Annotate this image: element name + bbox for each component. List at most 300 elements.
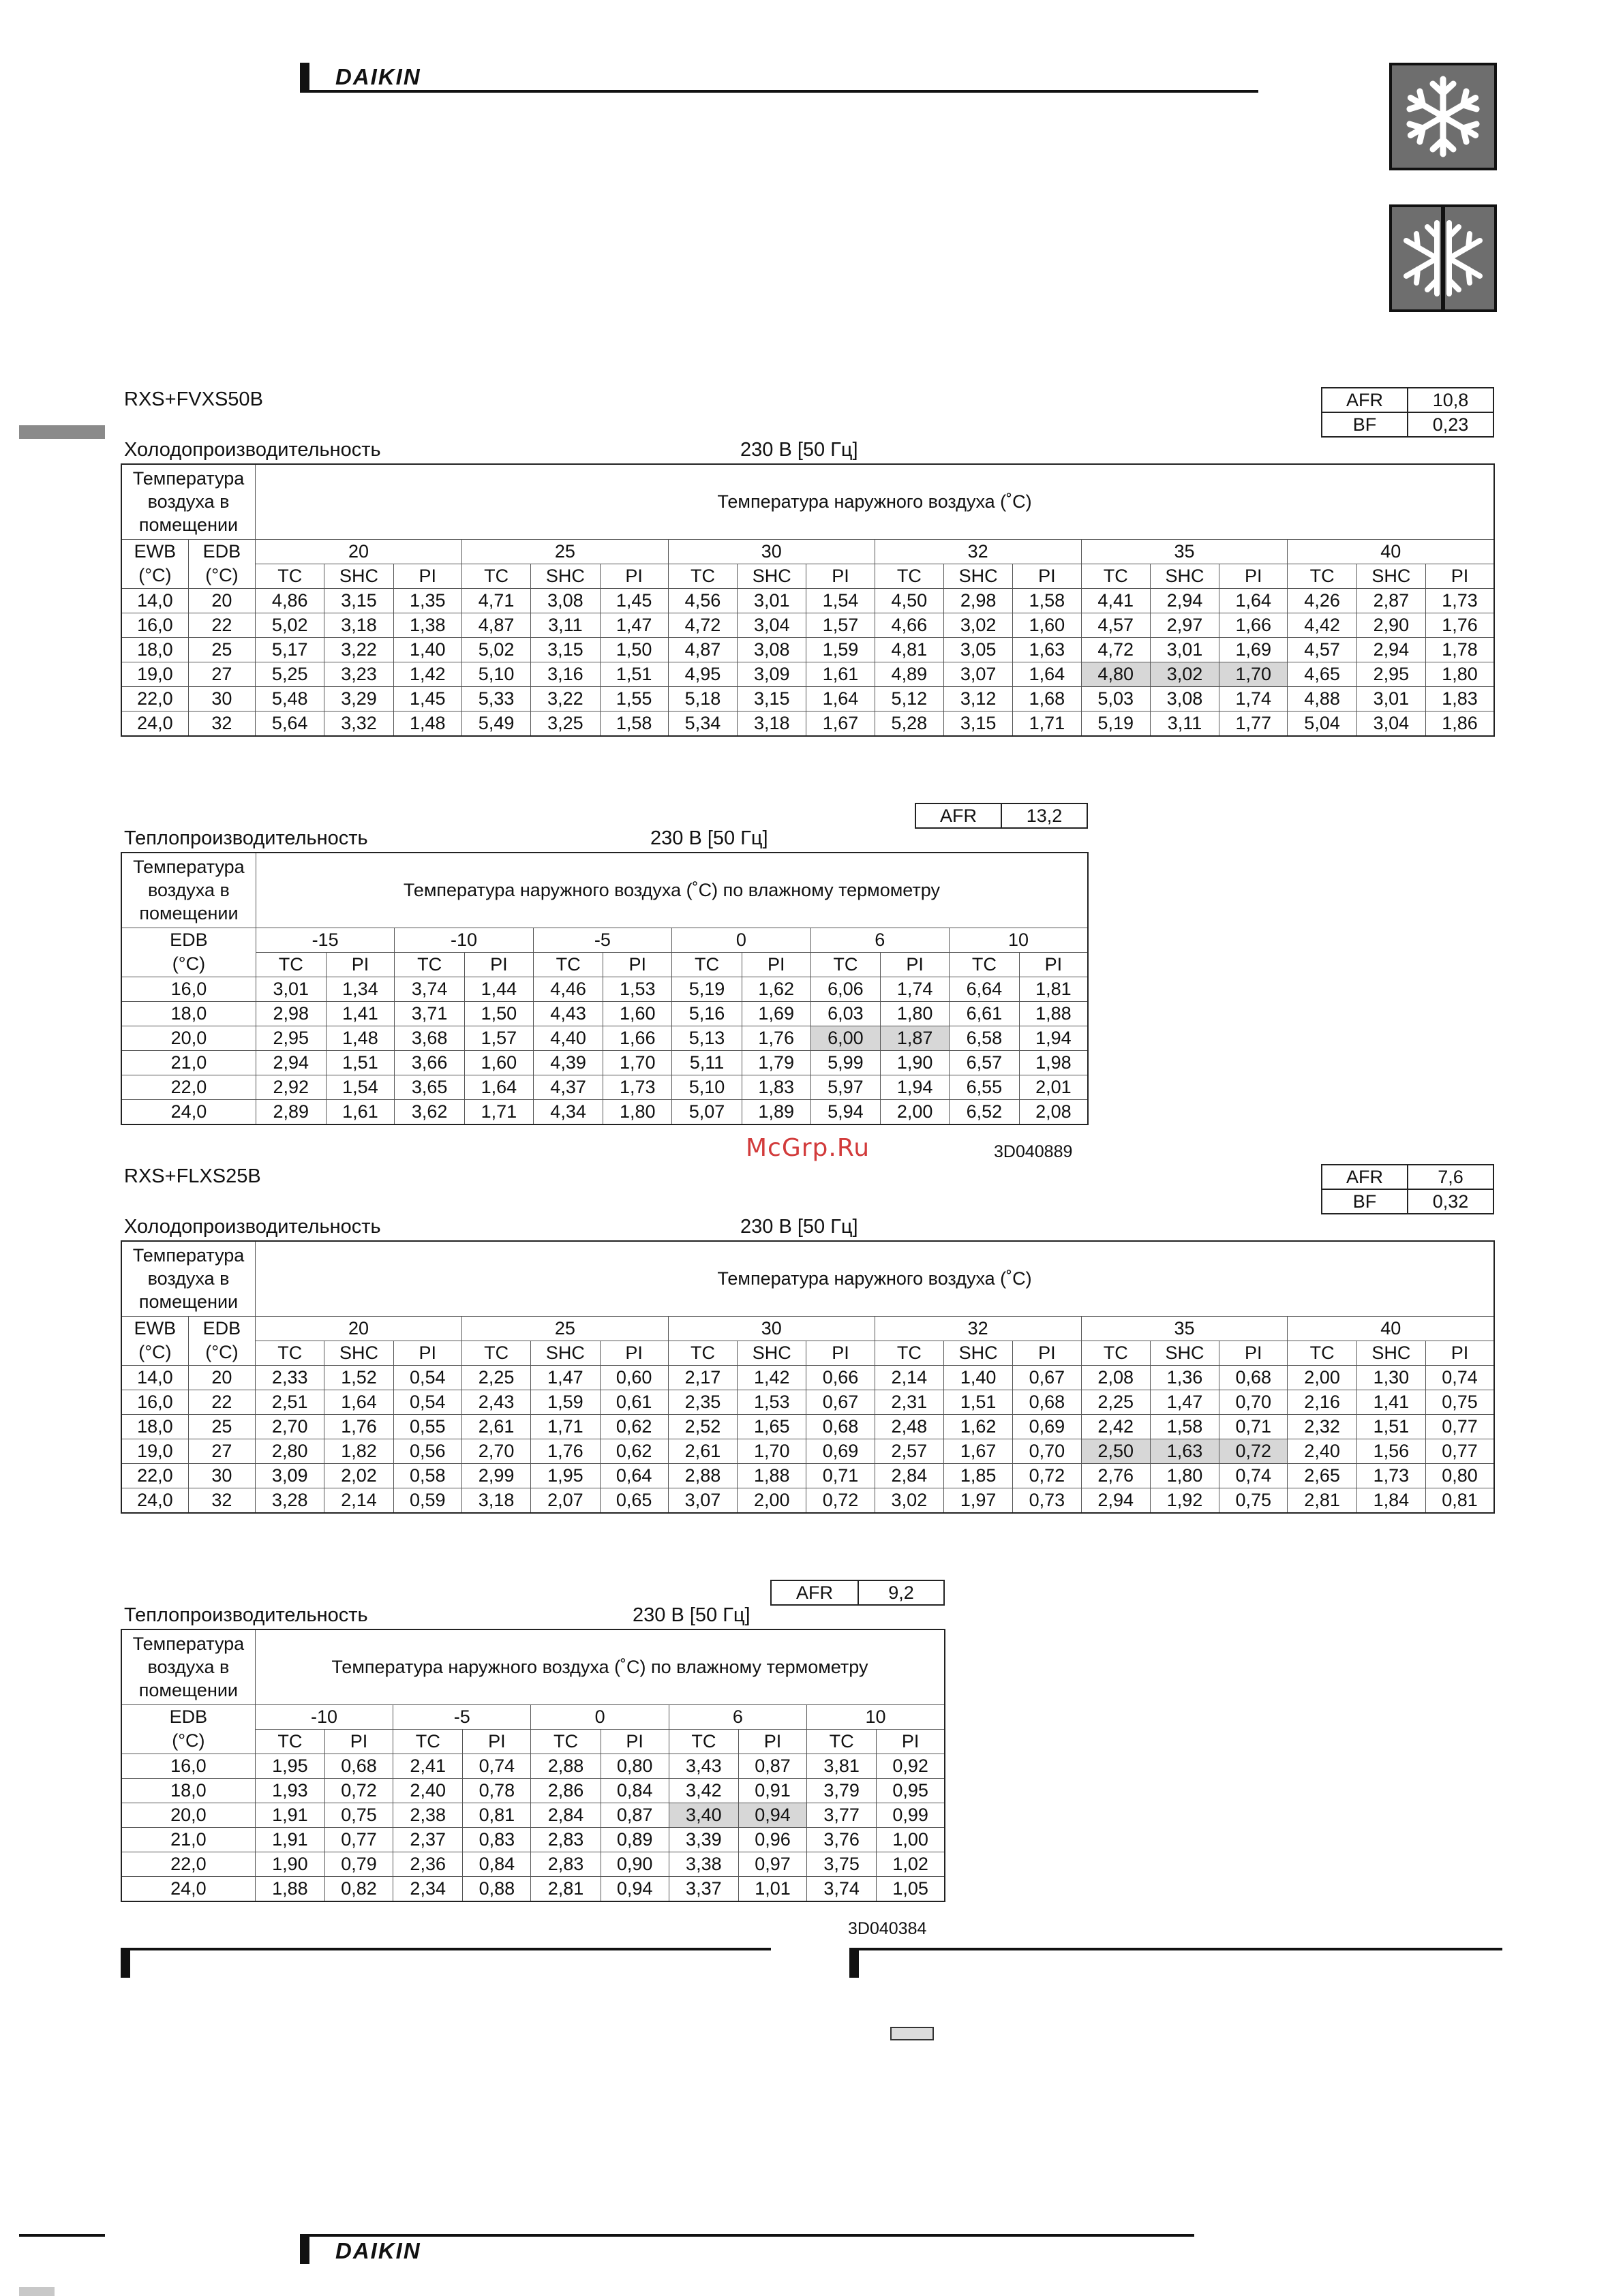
value-cell: 0,75 bbox=[1426, 1390, 1494, 1414]
value-cell: 6,64 bbox=[949, 977, 1019, 1001]
value-cell: 2,25 bbox=[461, 1365, 530, 1390]
header-bar-stub bbox=[300, 63, 309, 93]
value-cell: 0,54 bbox=[393, 1390, 461, 1414]
header-brand-bar bbox=[300, 63, 1258, 93]
outdoor-temp: 35 bbox=[1081, 1316, 1288, 1341]
table-title: Холодопроизводительность bbox=[124, 1216, 381, 1238]
value-cell: 2,87 bbox=[1356, 588, 1425, 613]
value-cell: 2,94 bbox=[1081, 1488, 1150, 1513]
param-value: 10,8 bbox=[1408, 388, 1493, 412]
table-row bbox=[121, 1852, 945, 1876]
value-cell: 4,56 bbox=[668, 588, 737, 613]
sub-pi: PI bbox=[463, 1729, 531, 1754]
value-cell: 3,01 bbox=[1150, 637, 1219, 662]
table-row bbox=[121, 1754, 945, 1778]
value-cell: 5,99 bbox=[810, 1050, 881, 1075]
col-edb: EDB bbox=[121, 928, 256, 952]
value-cell: 3,18 bbox=[461, 1488, 530, 1513]
value-cell: 1,47 bbox=[1150, 1390, 1219, 1414]
value-cell: 4,71 bbox=[461, 588, 530, 613]
value-cell: 2,40 bbox=[393, 1778, 463, 1803]
value-cell: 5,10 bbox=[461, 662, 530, 686]
value-cell: 1,54 bbox=[326, 1075, 395, 1099]
sub-tc: TC bbox=[668, 1341, 737, 1365]
value-cell: 5,16 bbox=[672, 1001, 742, 1026]
sub-pi: PI bbox=[1013, 1341, 1081, 1365]
value-cell: 5,97 bbox=[810, 1075, 881, 1099]
table-row bbox=[121, 613, 1494, 637]
value-cell: 1,92 bbox=[1150, 1488, 1219, 1513]
value-cell: 5,17 bbox=[256, 637, 324, 662]
value-cell: 0,74 bbox=[1426, 1365, 1494, 1390]
value-cell: 1,56 bbox=[1356, 1439, 1425, 1463]
row-temp-cell: 25 bbox=[188, 637, 255, 662]
value-cell: 4,89 bbox=[875, 662, 943, 686]
value-cell: 3,40 bbox=[669, 1803, 738, 1827]
value-cell: 2,84 bbox=[531, 1803, 601, 1827]
value-cell: 1,69 bbox=[742, 1001, 810, 1026]
value-cell: 2,08 bbox=[1081, 1365, 1150, 1390]
value-cell: 1,95 bbox=[255, 1754, 324, 1778]
value-cell: 5,94 bbox=[810, 1099, 881, 1124]
sub-tc: TC bbox=[531, 1729, 601, 1754]
value-cell: 1,85 bbox=[943, 1463, 1012, 1488]
sub-shc: SHC bbox=[943, 1341, 1012, 1365]
table-row bbox=[121, 1488, 1494, 1513]
value-cell: 1,88 bbox=[738, 1463, 806, 1488]
value-cell: 2,25 bbox=[1081, 1390, 1150, 1414]
value-cell: 1,98 bbox=[1019, 1050, 1088, 1075]
value-cell: 3,15 bbox=[531, 637, 600, 662]
value-cell: 4,43 bbox=[533, 1001, 603, 1026]
param-value: 7,6 bbox=[1408, 1165, 1493, 1189]
sub-pi: PI bbox=[881, 952, 950, 977]
table-row bbox=[121, 637, 1494, 662]
table-row bbox=[121, 588, 1494, 613]
value-cell: 4,87 bbox=[461, 613, 530, 637]
value-cell: 1,67 bbox=[806, 711, 875, 736]
value-cell: 1,93 bbox=[255, 1778, 324, 1803]
value-cell: 1,94 bbox=[1019, 1026, 1088, 1050]
value-cell: 1,76 bbox=[531, 1439, 600, 1463]
outdoor-temp: 25 bbox=[461, 539, 668, 564]
side-tab-marker bbox=[19, 425, 105, 439]
value-cell: 1,61 bbox=[326, 1099, 395, 1124]
value-cell: 2,57 bbox=[875, 1439, 943, 1463]
value-cell: 1,91 bbox=[255, 1803, 324, 1827]
outdoor-temp: 6 bbox=[669, 1704, 806, 1729]
value-cell: 0,91 bbox=[738, 1778, 806, 1803]
value-cell: 0,72 bbox=[806, 1488, 875, 1513]
value-cell: 0,59 bbox=[393, 1488, 461, 1513]
indoor-temp-header: Температура воздуха в помещении bbox=[121, 853, 256, 928]
table-title: Теплопроизводительность bbox=[124, 1604, 368, 1626]
indoor-temp-header: Температура воздуха в помещении bbox=[121, 1241, 256, 1316]
row-temp-cell: 21,0 bbox=[121, 1050, 256, 1075]
value-cell: 4,46 bbox=[533, 977, 603, 1001]
table-row bbox=[121, 1026, 1088, 1050]
sub-pi: PI bbox=[601, 1729, 669, 1754]
outdoor-temp: -5 bbox=[533, 928, 671, 952]
value-cell: 2,95 bbox=[256, 1026, 326, 1050]
value-cell: 1,05 bbox=[877, 1876, 945, 1901]
row-temp-cell: 22 bbox=[188, 613, 255, 637]
value-cell: 1,91 bbox=[255, 1827, 324, 1852]
indoor-temp-header: Температура воздуха в помещении bbox=[121, 464, 256, 539]
table-row bbox=[121, 686, 1494, 711]
value-cell: 3,22 bbox=[531, 686, 600, 711]
table-voltage: 230 В [50 Гц] bbox=[633, 1604, 750, 1626]
outdoor-temp: -15 bbox=[256, 928, 394, 952]
value-cell: 1,80 bbox=[603, 1099, 672, 1124]
value-cell: 2,51 bbox=[256, 1390, 324, 1414]
param-label: AFR bbox=[915, 803, 1001, 828]
table-row bbox=[121, 1876, 945, 1901]
value-cell: 3,04 bbox=[738, 613, 806, 637]
param-label: AFR bbox=[771, 1580, 858, 1605]
row-temp-cell: 18,0 bbox=[121, 1414, 188, 1439]
value-cell: 2,98 bbox=[256, 1001, 326, 1026]
value-cell: 4,34 bbox=[533, 1099, 603, 1124]
table-voltage: 230 В [50 Гц] bbox=[650, 827, 768, 849]
value-cell: 5,07 bbox=[672, 1099, 742, 1124]
sub-tc: TC bbox=[395, 952, 465, 977]
value-cell: 2,83 bbox=[531, 1852, 601, 1876]
table-voltage: 230 В [50 Гц] bbox=[740, 1216, 858, 1238]
value-cell: 0,87 bbox=[601, 1803, 669, 1827]
value-cell: 6,06 bbox=[810, 977, 881, 1001]
value-cell: 5,04 bbox=[1288, 711, 1356, 736]
value-cell: 3,25 bbox=[531, 711, 600, 736]
value-cell: 1,95 bbox=[531, 1463, 600, 1488]
outdoor-temp: 6 bbox=[810, 928, 949, 952]
outdoor-temp-header: Температура наружного воздуха (˚C) по влажному термометру bbox=[255, 1629, 945, 1704]
value-cell: 2,89 bbox=[256, 1099, 326, 1124]
value-cell: 1,59 bbox=[531, 1390, 600, 1414]
sub-pi: PI bbox=[603, 952, 672, 977]
value-cell: 1,81 bbox=[1019, 977, 1088, 1001]
value-cell: 1,48 bbox=[326, 1026, 395, 1050]
unit-celsius: (°C) bbox=[121, 1341, 188, 1365]
footer-bar-stub bbox=[300, 2234, 309, 2264]
value-cell: 3,15 bbox=[943, 711, 1012, 736]
value-cell: 1,42 bbox=[738, 1365, 806, 1390]
value-cell: 1,71 bbox=[531, 1414, 600, 1439]
value-cell: 0,83 bbox=[463, 1827, 531, 1852]
param-label: BF bbox=[1322, 412, 1408, 437]
sub-shc: SHC bbox=[738, 564, 806, 588]
value-cell: 1,74 bbox=[881, 977, 950, 1001]
value-cell: 3,66 bbox=[395, 1050, 465, 1075]
row-temp-cell: 22 bbox=[188, 1390, 255, 1414]
sub-tc: TC bbox=[533, 952, 603, 977]
value-cell: 3,43 bbox=[669, 1754, 738, 1778]
footnote-rule-right bbox=[849, 1948, 1502, 1950]
row-temp-cell: 27 bbox=[188, 1439, 255, 1463]
outdoor-temp: 32 bbox=[875, 539, 1081, 564]
value-cell: 3,22 bbox=[324, 637, 393, 662]
value-cell: 5,10 bbox=[672, 1075, 742, 1099]
value-cell: 3,23 bbox=[324, 662, 393, 686]
value-cell: 3,38 bbox=[669, 1852, 738, 1876]
value-cell: 1,71 bbox=[1013, 711, 1081, 736]
document-code: 3D040384 bbox=[848, 1919, 927, 1938]
sub-tc: TC bbox=[461, 564, 530, 588]
value-cell: 1,59 bbox=[806, 637, 875, 662]
value-cell: 0,54 bbox=[393, 1365, 461, 1390]
value-cell: 1,65 bbox=[738, 1414, 806, 1439]
value-cell: 1,52 bbox=[324, 1365, 393, 1390]
sub-shc: SHC bbox=[324, 564, 393, 588]
sub-pi: PI bbox=[1426, 1341, 1494, 1365]
value-cell: 4,65 bbox=[1288, 662, 1356, 686]
value-cell: 2,38 bbox=[393, 1803, 463, 1827]
value-cell: 3,11 bbox=[1150, 711, 1219, 736]
value-cell: 3,15 bbox=[324, 588, 393, 613]
value-cell: 3,18 bbox=[324, 613, 393, 637]
value-cell: 0,62 bbox=[600, 1439, 668, 1463]
value-cell: 0,64 bbox=[600, 1463, 668, 1488]
value-cell: 2,94 bbox=[1150, 588, 1219, 613]
value-cell: 0,75 bbox=[1219, 1488, 1288, 1513]
param-value: 13,2 bbox=[1001, 803, 1087, 828]
table-row bbox=[121, 662, 1494, 686]
value-cell: 1,97 bbox=[943, 1488, 1012, 1513]
sub-pi: PI bbox=[393, 564, 461, 588]
unit-celsius: (°C) bbox=[188, 564, 255, 588]
value-cell: 2,48 bbox=[875, 1414, 943, 1439]
param-value: 9,2 bbox=[858, 1580, 944, 1605]
value-cell: 6,57 bbox=[949, 1050, 1019, 1075]
sub-pi: PI bbox=[806, 564, 875, 588]
value-cell: 5,33 bbox=[461, 686, 530, 711]
col-ewb: EWB bbox=[121, 539, 188, 564]
value-cell: 1,45 bbox=[600, 588, 668, 613]
value-cell: 1,80 bbox=[881, 1001, 950, 1026]
value-cell: 1,55 bbox=[600, 686, 668, 711]
value-cell: 2,17 bbox=[668, 1365, 737, 1390]
value-cell: 0,61 bbox=[600, 1390, 668, 1414]
footer-side-rule bbox=[19, 2234, 105, 2237]
row-temp-cell: 18,0 bbox=[121, 637, 188, 662]
value-cell: 1,51 bbox=[1356, 1414, 1425, 1439]
sub-pi: PI bbox=[1019, 952, 1088, 977]
sub-tc: TC bbox=[949, 952, 1019, 977]
cooling-table-flxs25b bbox=[121, 1240, 1495, 1514]
sub-pi: PI bbox=[1426, 564, 1494, 588]
value-cell: 0,82 bbox=[324, 1876, 393, 1901]
outdoor-temp: 25 bbox=[461, 1316, 668, 1341]
table-row bbox=[121, 1439, 1494, 1463]
value-cell: 2,14 bbox=[875, 1365, 943, 1390]
value-cell: 3,76 bbox=[807, 1827, 877, 1852]
outdoor-temp: 0 bbox=[672, 928, 810, 952]
value-cell: 1,63 bbox=[1150, 1439, 1219, 1463]
value-cell: 5,13 bbox=[672, 1026, 742, 1050]
sub-tc: TC bbox=[875, 564, 943, 588]
page-marker-box bbox=[890, 2027, 934, 2040]
table-body bbox=[121, 1365, 1494, 1513]
value-cell: 2,34 bbox=[393, 1876, 463, 1901]
daikin-logo: DAIKIN bbox=[335, 2238, 421, 2263]
value-cell: 1,60 bbox=[1013, 613, 1081, 637]
value-cell: 5,25 bbox=[256, 662, 324, 686]
value-cell: 1,80 bbox=[1426, 662, 1494, 686]
value-cell: 0,71 bbox=[806, 1463, 875, 1488]
sub-shc: SHC bbox=[738, 1341, 806, 1365]
outdoor-temp: 32 bbox=[875, 1316, 1081, 1341]
value-cell: 2,84 bbox=[875, 1463, 943, 1488]
value-cell: 2,65 bbox=[1288, 1463, 1356, 1488]
value-cell: 1,30 bbox=[1356, 1365, 1425, 1390]
value-cell: 6,58 bbox=[949, 1026, 1019, 1050]
row-temp-cell: 25 bbox=[188, 1414, 255, 1439]
unit-celsius: (°C) bbox=[121, 564, 188, 588]
row-temp-cell: 22,0 bbox=[121, 1852, 255, 1876]
table-row bbox=[121, 1099, 1088, 1124]
footnote-bar-stub-right bbox=[849, 1948, 859, 1978]
value-cell: 5,03 bbox=[1081, 686, 1150, 711]
value-cell: 5,34 bbox=[668, 711, 737, 736]
sub-tc: TC bbox=[875, 1341, 943, 1365]
value-cell: 1,63 bbox=[1013, 637, 1081, 662]
value-cell: 2,07 bbox=[531, 1488, 600, 1513]
model-name-fvxs50b: RXS+FVXS50B bbox=[124, 388, 263, 410]
table-row bbox=[121, 1390, 1494, 1414]
value-cell: 0,84 bbox=[463, 1852, 531, 1876]
sub-tc: TC bbox=[672, 952, 742, 977]
value-cell: 0,74 bbox=[1219, 1463, 1288, 1488]
value-cell: 4,87 bbox=[668, 637, 737, 662]
row-temp-cell: 19,0 bbox=[121, 662, 188, 686]
daikin-logo: DAIKIN bbox=[335, 64, 421, 89]
value-cell: 4,95 bbox=[668, 662, 737, 686]
value-cell: 1,88 bbox=[1019, 1001, 1088, 1026]
value-cell: 2,92 bbox=[256, 1075, 326, 1099]
value-cell: 1,40 bbox=[393, 637, 461, 662]
value-cell: 3,11 bbox=[531, 613, 600, 637]
value-cell: 2,97 bbox=[1150, 613, 1219, 637]
value-cell: 3,29 bbox=[324, 686, 393, 711]
value-cell: 1,77 bbox=[1219, 711, 1288, 736]
value-cell: 1,76 bbox=[742, 1026, 810, 1050]
value-cell: 1,36 bbox=[1150, 1365, 1219, 1390]
sub-tc: TC bbox=[668, 564, 737, 588]
value-cell: 0,96 bbox=[738, 1827, 806, 1852]
row-temp-cell: 24,0 bbox=[121, 1488, 188, 1513]
value-cell: 1,45 bbox=[393, 686, 461, 711]
outdoor-temp-header: Температура наружного воздуха (˚C) bbox=[256, 464, 1494, 539]
value-cell: 2,37 bbox=[393, 1827, 463, 1852]
value-cell: 0,77 bbox=[324, 1827, 393, 1852]
value-cell: 0,90 bbox=[601, 1852, 669, 1876]
value-cell: 3,08 bbox=[531, 588, 600, 613]
row-temp-cell: 18,0 bbox=[121, 1778, 255, 1803]
value-cell: 3,02 bbox=[943, 613, 1012, 637]
value-cell: 1,78 bbox=[1426, 637, 1494, 662]
value-cell: 1,61 bbox=[806, 662, 875, 686]
value-cell: 1,58 bbox=[600, 711, 668, 736]
table-row bbox=[121, 1463, 1494, 1488]
value-cell: 1,41 bbox=[1356, 1390, 1425, 1414]
sub-shc: SHC bbox=[1356, 564, 1425, 588]
table-row bbox=[121, 1075, 1088, 1099]
outdoor-temp: -5 bbox=[393, 1704, 531, 1729]
value-cell: 0,66 bbox=[806, 1365, 875, 1390]
value-cell: 3,05 bbox=[943, 637, 1012, 662]
table-row bbox=[121, 711, 1494, 736]
sub-tc: TC bbox=[807, 1729, 877, 1754]
sub-pi: PI bbox=[1219, 1341, 1288, 1365]
value-cell: 1,88 bbox=[255, 1876, 324, 1901]
value-cell: 2,32 bbox=[1288, 1414, 1356, 1439]
value-cell: 4,40 bbox=[533, 1026, 603, 1050]
value-cell: 6,55 bbox=[949, 1075, 1019, 1099]
row-temp-cell: 24,0 bbox=[121, 1876, 255, 1901]
sub-shc: SHC bbox=[1150, 564, 1219, 588]
row-temp-cell: 20,0 bbox=[121, 1026, 256, 1050]
value-cell: 1,44 bbox=[465, 977, 534, 1001]
value-cell: 0,68 bbox=[324, 1754, 393, 1778]
param-label: BF bbox=[1322, 1189, 1408, 1214]
value-cell: 0,81 bbox=[463, 1803, 531, 1827]
footnote-bar-stub-left bbox=[121, 1948, 130, 1978]
value-cell: 0,73 bbox=[1013, 1488, 1081, 1513]
value-cell: 0,89 bbox=[601, 1827, 669, 1852]
outdoor-temp: 30 bbox=[668, 1316, 875, 1341]
value-cell: 4,81 bbox=[875, 637, 943, 662]
value-cell: 0,94 bbox=[738, 1803, 806, 1827]
row-temp-cell: 21,0 bbox=[121, 1827, 255, 1852]
value-cell: 1,53 bbox=[738, 1390, 806, 1414]
outdoor-temp-header: Температура наружного воздуха (˚C) по влажному термометру bbox=[256, 853, 1088, 928]
value-cell: 4,41 bbox=[1081, 588, 1150, 613]
sub-pi: PI bbox=[600, 564, 668, 588]
value-cell: 1,70 bbox=[1219, 662, 1288, 686]
row-temp-cell: 24,0 bbox=[121, 1099, 256, 1124]
param-label: AFR bbox=[1322, 388, 1408, 412]
table-row bbox=[121, 1827, 945, 1852]
value-cell: 5,18 bbox=[668, 686, 737, 711]
value-cell: 1,62 bbox=[943, 1414, 1012, 1439]
value-cell: 1,41 bbox=[326, 1001, 395, 1026]
sub-pi: PI bbox=[742, 952, 810, 977]
unit-celsius: (°C) bbox=[121, 1729, 255, 1754]
value-cell: 1,82 bbox=[324, 1439, 393, 1463]
value-cell: 1,66 bbox=[1219, 613, 1288, 637]
value-cell: 1,66 bbox=[603, 1026, 672, 1050]
value-cell: 0,99 bbox=[877, 1803, 945, 1827]
value-cell: 3,02 bbox=[875, 1488, 943, 1513]
value-cell: 3,79 bbox=[807, 1778, 877, 1803]
value-cell: 0,69 bbox=[1013, 1414, 1081, 1439]
value-cell: 4,57 bbox=[1288, 637, 1356, 662]
split-snowflake-icon bbox=[1389, 204, 1497, 312]
table-row bbox=[121, 1778, 945, 1803]
params-box-fvxs50b bbox=[1321, 387, 1494, 438]
table-row bbox=[121, 977, 1088, 1001]
table-voltage: 230 В [50 Гц] bbox=[740, 439, 858, 461]
value-cell: 5,28 bbox=[875, 711, 943, 736]
value-cell: 3,07 bbox=[668, 1488, 737, 1513]
row-temp-cell: 14,0 bbox=[121, 588, 188, 613]
params-box-flxs25b bbox=[1321, 1164, 1494, 1214]
sub-shc: SHC bbox=[943, 564, 1012, 588]
value-cell: 3,68 bbox=[395, 1026, 465, 1050]
value-cell: 2,00 bbox=[1288, 1365, 1356, 1390]
value-cell: 1,68 bbox=[1013, 686, 1081, 711]
value-cell: 1,64 bbox=[324, 1390, 393, 1414]
